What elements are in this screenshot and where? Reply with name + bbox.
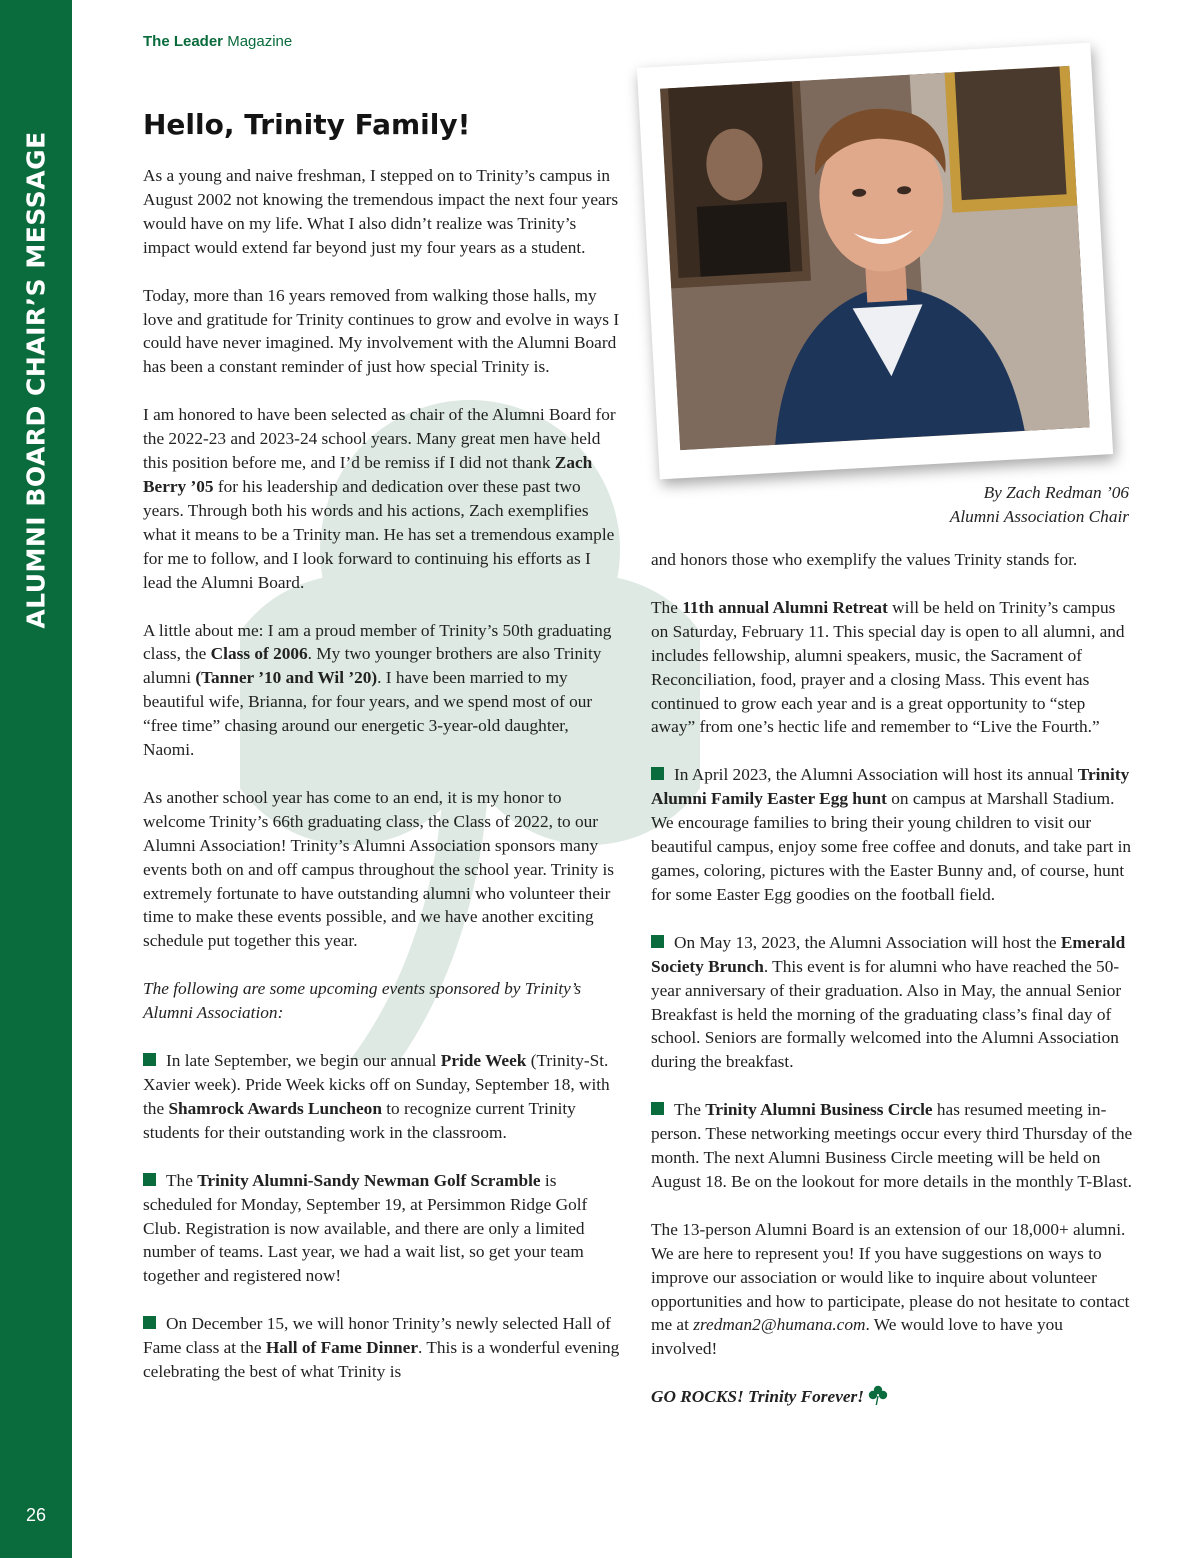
page-number: 26 — [25, 1505, 47, 1525]
square-bullet-icon — [651, 767, 664, 780]
page-title: Hello, Trinity Family! — [143, 108, 471, 141]
events-intro: The following are some upcoming events sponsored by Trinity’s Alumni Association: — [143, 979, 582, 1023]
paragraph: I am honored to have been selected as chair of the Alumni Board for the 2022-23 and 2023-24 school years. Many great men have held this position before me, and I’d be remiss if I did not thank Zach Berry ’05 for his leadership and dedication over these past two years. Through both his words and his actions, Zach exemplifies what it means to be a Trinity man. He has set a tremendous example for me to follow, and I look forward to continuing his efforts as I lead the Alumni Board. — [143, 405, 616, 592]
shamrock-icon — [868, 1385, 888, 1405]
event-item: The Trinity Alumni-Sandy Newman Golf Scramble is scheduled for Monday, September 19, at Persimmon Ridge Golf Club. Registration is now available, and there are only a limited number of teams. Last year, we had a wait list, so get your team together and registered now! — [143, 1170, 588, 1286]
paragraph: The 13-person Alumni Board is an extension of our 18,000+ alumni. We are here to represent you! If you have suggestions on ways to improve our association or would like to inquire about volunteer opportunities and how to participate, please do not hesitate to contact me at zredman2@humana.com. We would love to have you involved! — [651, 1219, 1130, 1359]
article-column-left — [143, 164, 623, 1384]
paragraph-continued: and honors those who exemplify the values Trinity stands for. — [651, 550, 1078, 569]
paragraph: As a young and naive freshman, I stepped on to Trinity’s campus in August 2002 not knowing the tremendous impact the next four years would have on my life. What I also didn’t realize was Trinity’s impact would extend far beyond just my four years as a student. — [143, 166, 619, 257]
portrait-photo — [660, 66, 1090, 450]
masthead-label: Magazine — [227, 33, 293, 50]
square-bullet-icon — [651, 1102, 664, 1115]
square-bullet-icon — [651, 935, 664, 948]
event-item: On December 15, we will honor Trinity’s newly selected Hall of Fame class at the Hall of Fame Dinner. This is a wonderful evening celebrating the best of what Trinity is — [143, 1314, 620, 1382]
byline-role: Alumni Association Chair — [949, 507, 1129, 526]
square-bullet-icon — [143, 1053, 156, 1066]
square-bullet-icon — [143, 1173, 156, 1186]
masthead-brand: The Leader — [143, 33, 224, 50]
paragraph: Today, more than 16 years removed from walking those halls, my love and gratitude for Trinity continues to grow and evolve in ways I could have never imagined. My involvement with the Alumni Board has been a constant reminder of just how special Trinity is. — [143, 285, 620, 377]
closing-line: GO ROCKS! Trinity Forever! — [651, 1385, 1133, 1409]
event-item: In April 2023, the Alumni Association will host its annual Trinity Alumni Family Easter Egg hunt on campus at Marshall Stadium. We encourage families to bring their young children to visit our beautiful campus, enjoy some free coffee and donuts, and take part in games, coloring, pictures with the Easter Bunny and, of course, hunt for some Easter Egg goodies on the football field. — [651, 765, 1132, 904]
byline-author: By Zach Redman ’06 — [983, 483, 1129, 502]
photo-frame — [637, 43, 1113, 480]
portrait-illustration — [660, 66, 1090, 450]
byline — [950, 481, 1129, 529]
contact-email[interactable]: zredman2@humana.com — [693, 1315, 866, 1335]
event-item: The 11th annual Alumni Retreat will be held on Trinity’s campus on Saturday, February 11. This special day is open to all alumni, and includes fellowship, alumni speakers, music, the Sacrament of Reconciliation, food, prayer and a closing Mass. This event has continued to grow each year and is a great opportunity to “step away” from one’s hectic life and remember to “Live the Fourth.” — [651, 597, 1125, 737]
masthead — [143, 33, 292, 50]
paragraph: As another school year has come to an end, it is my honor to welcome Trinity’s 66th graduating class, the Class of 2022, to our Alumni Association! Trinity’s Alumni Association sponsors many events both on and off campus throughout the school year. Trinity is extremely fortunate to have outstanding alumni who volunteer their time to make these events possible, and we have another exciting schedule put together this year. — [143, 787, 615, 951]
section-title: ALUMNI BOARD CHAIR’S MESSAGE — [21, 131, 51, 629]
paragraph: A little about me: I am a proud member of Trinity’s 50th graduating class, the Class of 2006. My two younger brothers are also Trinity alumni (Tanner ’10 and Wil ’20). I have been married to my beautiful wife, Brianna, for four years, and we spend most of our “free time” chasing around our energetic 3-year-old daughter, Naomi. — [143, 620, 612, 760]
square-bullet-icon — [143, 1316, 156, 1329]
article-column-right — [651, 548, 1133, 1409]
event-item: On May 13, 2023, the Alumni Association will host the Emerald Society Brunch. This event is for alumni who have reached the 50-year anniversary of their graduation. Also in May, the annual Senior Breakfast is held the morning of the graduating class’s final day of school. Seniors are formally welcomed into the Alumni Association during the breakfast. — [651, 932, 1126, 1072]
event-item: The Trinity Alumni Business Circle has resumed meeting in-person. These networking meetings occur every third Thursday of the month. The next Alumni Business Circle meeting will be held on August 18. Be on the lookout for more details in the monthly T-Blast. — [651, 1100, 1133, 1191]
event-item: In late September, we begin our annual Pride Week (Trinity-St. Xavier week). Pride Week kicks off on Sunday, September 18, with the Shamrock Awards Luncheon to recognize current Trinity students for their outstanding work in the classroom. — [143, 1051, 610, 1142]
sidebar — [0, 0, 72, 1558]
